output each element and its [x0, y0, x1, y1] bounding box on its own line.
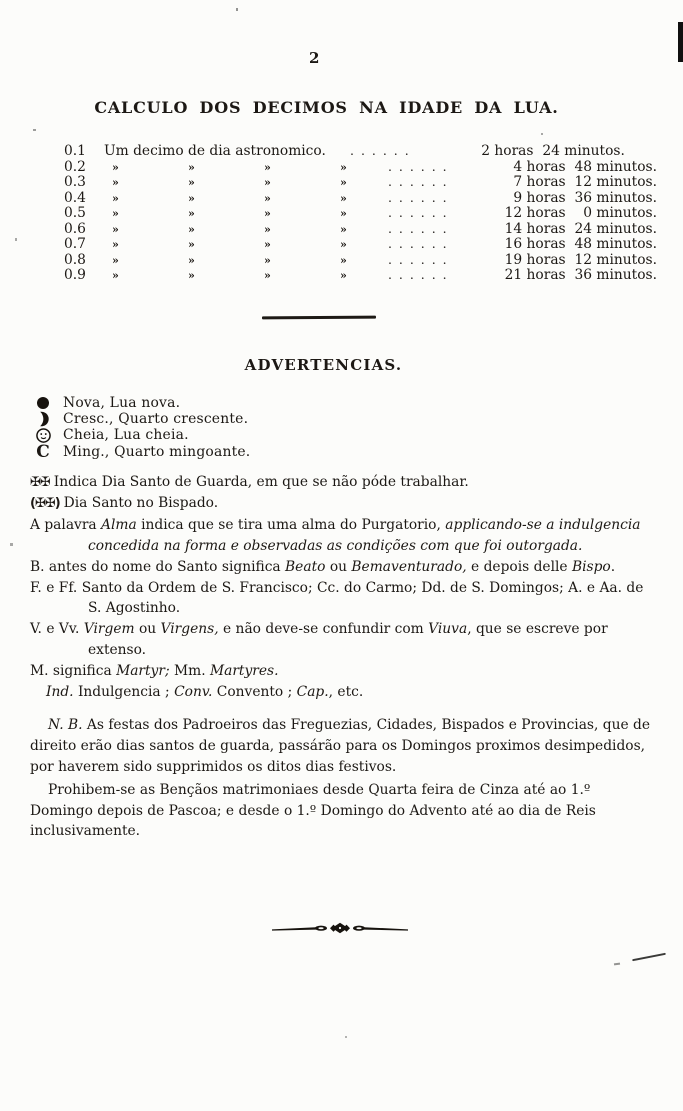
ditto-marks: [102, 254, 388, 267]
ditto-mark: »: [188, 207, 194, 220]
minutes-value: 48: [574, 236, 593, 252]
moon-phase-item: [32, 395, 657, 411]
minutes-value: 24: [574, 220, 593, 237]
ditto-mark: »: [264, 238, 270, 251]
horas-label: horas: [522, 158, 571, 175]
minutes-value: 36: [574, 267, 593, 283]
note-dia-santo-guarda: ✠✠ Indica Dia Santo de Guarda, em que se não póde trabalhar.: [30, 473, 469, 490]
note-martyr: M. significa Martyr; Mm. Martyres.: [30, 662, 279, 679]
ditto-marks: [102, 223, 388, 236]
dot-leader: . . . . . .: [387, 220, 449, 236]
hours-value: 2: [481, 143, 490, 159]
dot-leader: . . . . . .: [387, 236, 449, 251]
minutos-label: minutos.: [559, 143, 625, 159]
hours-value: 14: [504, 220, 523, 237]
ornament-divider: [272, 920, 408, 940]
dot-leader: . . . . . .: [387, 251, 449, 267]
minutos-label: minutos.: [592, 220, 657, 237]
horas-label: horas: [522, 220, 571, 237]
ditto-marks: [102, 269, 388, 282]
ditto-mark: »: [112, 176, 118, 189]
ditto-mark: »: [112, 238, 118, 251]
hours-value: 7: [513, 174, 523, 190]
minutes-value: 12: [574, 251, 593, 268]
ditto-mark: »: [188, 176, 194, 189]
minutes-value: 36: [574, 189, 593, 206]
table-row: [64, 205, 657, 221]
hours-value: 21: [504, 267, 523, 283]
ditto-mark: »: [112, 160, 118, 174]
ditto-marks: [102, 238, 388, 251]
section-divider: [262, 315, 376, 319]
note-virgem: V. e Vv. Virgem ou Virgens, e não deve-se confundir com Viuva, que se escreve por extenso.: [30, 621, 608, 659]
maltese-cross-paren-icon: (✠✠): [30, 496, 60, 512]
minutos-label: minutos.: [592, 158, 657, 175]
note-beato: B. antes do nome do Santo significa Beato ou Bemaventurado, e depois delle Bispo.: [30, 558, 616, 575]
moon-phase-label: Ming., Quarto mingoante.: [63, 443, 251, 460]
time-value: [468, 143, 625, 159]
minutos-label: minutos.: [592, 267, 657, 283]
decimal-value: 0.2: [64, 158, 86, 175]
note-ordens: F. e Ff. Santo da Ordem de S. Francisco; Cc. do Carmo; Dd. de S. Domingos; A. e Aa. de S. Agostinho.: [30, 579, 644, 617]
minutes-value: 48: [574, 158, 593, 175]
horas-label: horas: [522, 174, 571, 190]
page-title: CALCULO DOS DECIMOS NA IDADE DA LUA.: [94, 98, 559, 117]
moon-phase-label: Cresc., Quarto crescente.: [63, 410, 249, 427]
horas-label: horas: [522, 267, 571, 283]
moon-phase-item: [32, 427, 657, 443]
ditto-mark: »: [340, 253, 346, 267]
note-alma: A palavra Alma indica que se tira uma alma do Purgatorio, applicando-se a indulgencia concedida na forma e observadas as condições com que foi outorgada.: [30, 517, 641, 555]
ditto-mark: »: [112, 269, 118, 282]
dot-leader: . . . . . .: [387, 189, 449, 205]
ditto-mark: »: [340, 191, 346, 205]
ditto-mark: »: [264, 160, 270, 174]
scan-artifact: [15, 238, 17, 241]
time-value: [500, 252, 657, 268]
dot-leader: . . . . . .: [387, 205, 449, 220]
hours-value: 19: [504, 251, 523, 268]
time-value: [500, 205, 657, 221]
decimal-value: 0.1: [64, 143, 86, 159]
table-row: [64, 252, 657, 268]
ditto-mark: »: [188, 269, 194, 282]
minutos-label: minutos.: [592, 251, 657, 268]
advertencias-heading: ADVERTENCIAS.: [244, 355, 403, 374]
ditto-mark: »: [112, 191, 118, 205]
ditto-mark: »: [112, 207, 118, 220]
decimal-value: 0.9: [64, 267, 86, 283]
table-row: [64, 236, 657, 252]
ditto-mark: »: [264, 176, 270, 189]
hours-value: 16: [504, 236, 523, 252]
phrase-text: Um decimo de dia astronomico.: [104, 143, 326, 159]
scan-artifact: [10, 543, 13, 546]
advertencias-notes: [30, 472, 657, 843]
decimal-value: 0.7: [64, 236, 86, 252]
ditto-mark: »: [188, 222, 194, 236]
time-value: [500, 190, 657, 206]
scan-artifact: [678, 22, 683, 62]
decimal-value: 0.4: [64, 189, 86, 206]
ditto-mark: »: [264, 222, 270, 236]
page-number: 2: [309, 49, 320, 67]
moon-phase-list: [32, 395, 657, 460]
ditto-marks: [102, 161, 388, 174]
moon-phase-label: Nova, Lua nova.: [63, 394, 181, 411]
dot-leader: . . . . . .: [387, 158, 449, 174]
time-value: [500, 174, 657, 190]
decimal-value: 0.5: [64, 205, 86, 221]
decimos-table-rows: [64, 143, 657, 283]
note-dia-santo-bispado: (✠✠) Dia Santo no Bispado.: [30, 495, 219, 512]
ditto-mark: »: [340, 269, 346, 282]
ditto-marks: [102, 176, 388, 189]
ditto-mark: »: [188, 160, 194, 174]
nb-paragraph: N. B. As festas dos Padroeiros das Freguezias, Cidades, Bispados e Provincias, que de direito erão dias santos de guarda, passárão para os Domingos proximos desimpedidos, por haverem sido supprimidos os ditos dias festivos.: [30, 717, 651, 776]
table-row: [64, 221, 657, 237]
dot-leader: . . . . . .: [350, 143, 411, 158]
hours-value: 9: [513, 189, 523, 206]
horas-label: horas: [490, 143, 538, 159]
ditto-mark: »: [188, 191, 194, 205]
ditto-mark: »: [340, 176, 346, 189]
table-row: [64, 267, 657, 283]
scan-artifact: [632, 953, 666, 961]
maltese-cross-icon: ✠✠: [30, 474, 50, 490]
ditto-mark: »: [340, 238, 346, 251]
ditto-marks: [102, 207, 388, 220]
dot-leader: . . . . . .: [387, 174, 449, 189]
ditto-mark: »: [340, 207, 346, 220]
ditto-mark: »: [264, 191, 270, 205]
decimal-value: 0.6: [64, 220, 86, 237]
hours-value: 4: [513, 158, 523, 175]
hours-value: 12: [504, 205, 523, 221]
horas-label: horas: [522, 236, 571, 252]
moon-phase-label: Cheia, Lua cheia.: [63, 427, 189, 444]
time-value: [500, 267, 657, 283]
note-indulgencia: Ind. Indulgencia ; Conv. Convento ; Cap., etc.: [46, 683, 364, 700]
minutos-label: minutos.: [592, 236, 657, 252]
time-value: [500, 236, 657, 252]
ditto-mark: »: [264, 269, 270, 282]
minutos-label: minutos.: [592, 189, 657, 206]
scan-artifact: [614, 963, 620, 966]
horas-label: horas: [522, 205, 571, 221]
moon-phase-item: [32, 441, 657, 462]
decimal-value: 0.8: [64, 251, 86, 268]
horas-label: horas: [522, 251, 571, 268]
ditto-mark: »: [112, 253, 118, 267]
moon-phase-item: [32, 411, 657, 427]
prohibem-paragraph: Prohibem-se as Bençãos matrimoniaes desde Quarta feira de Cinza até ao 1.º Domingo depois de Pascoa; e desde o 1.º Domingo do Advento até ao dia de Reis inclusivamente.: [30, 781, 596, 840]
full-moon-face-icon: [36, 428, 51, 443]
table-row: [64, 143, 657, 159]
decimos-table: [64, 143, 657, 283]
ornament-icon: [272, 920, 408, 936]
table-row: [64, 174, 657, 190]
ditto-mark: »: [188, 253, 194, 267]
ditto-mark: »: [264, 253, 270, 267]
scan-artifact: [345, 1036, 347, 1038]
time-value: [500, 159, 657, 175]
minutes-value: 0: [583, 205, 593, 221]
ditto-mark: »: [112, 222, 118, 236]
dot-leader: . . . . . .: [387, 267, 449, 282]
minutos-label: minutos.: [592, 174, 657, 190]
minutes-value: 24: [542, 143, 560, 159]
new-moon-icon: [37, 397, 49, 409]
ditto-mark: »: [340, 160, 346, 174]
table-row: [64, 159, 657, 175]
minutes-value: 12: [574, 174, 593, 190]
minutos-label: minutos.: [592, 205, 657, 221]
waning-moon-icon: C: [36, 441, 50, 462]
decimal-value: 0.3: [64, 174, 86, 190]
ditto-mark: »: [340, 222, 346, 236]
horas-label: horas: [522, 189, 571, 206]
ditto-marks: [102, 192, 388, 205]
ditto-mark: »: [264, 207, 270, 220]
ditto-mark: »: [188, 238, 194, 251]
crescent-moon-icon: [37, 411, 49, 427]
time-value: [500, 221, 657, 237]
table-row: [64, 190, 657, 206]
